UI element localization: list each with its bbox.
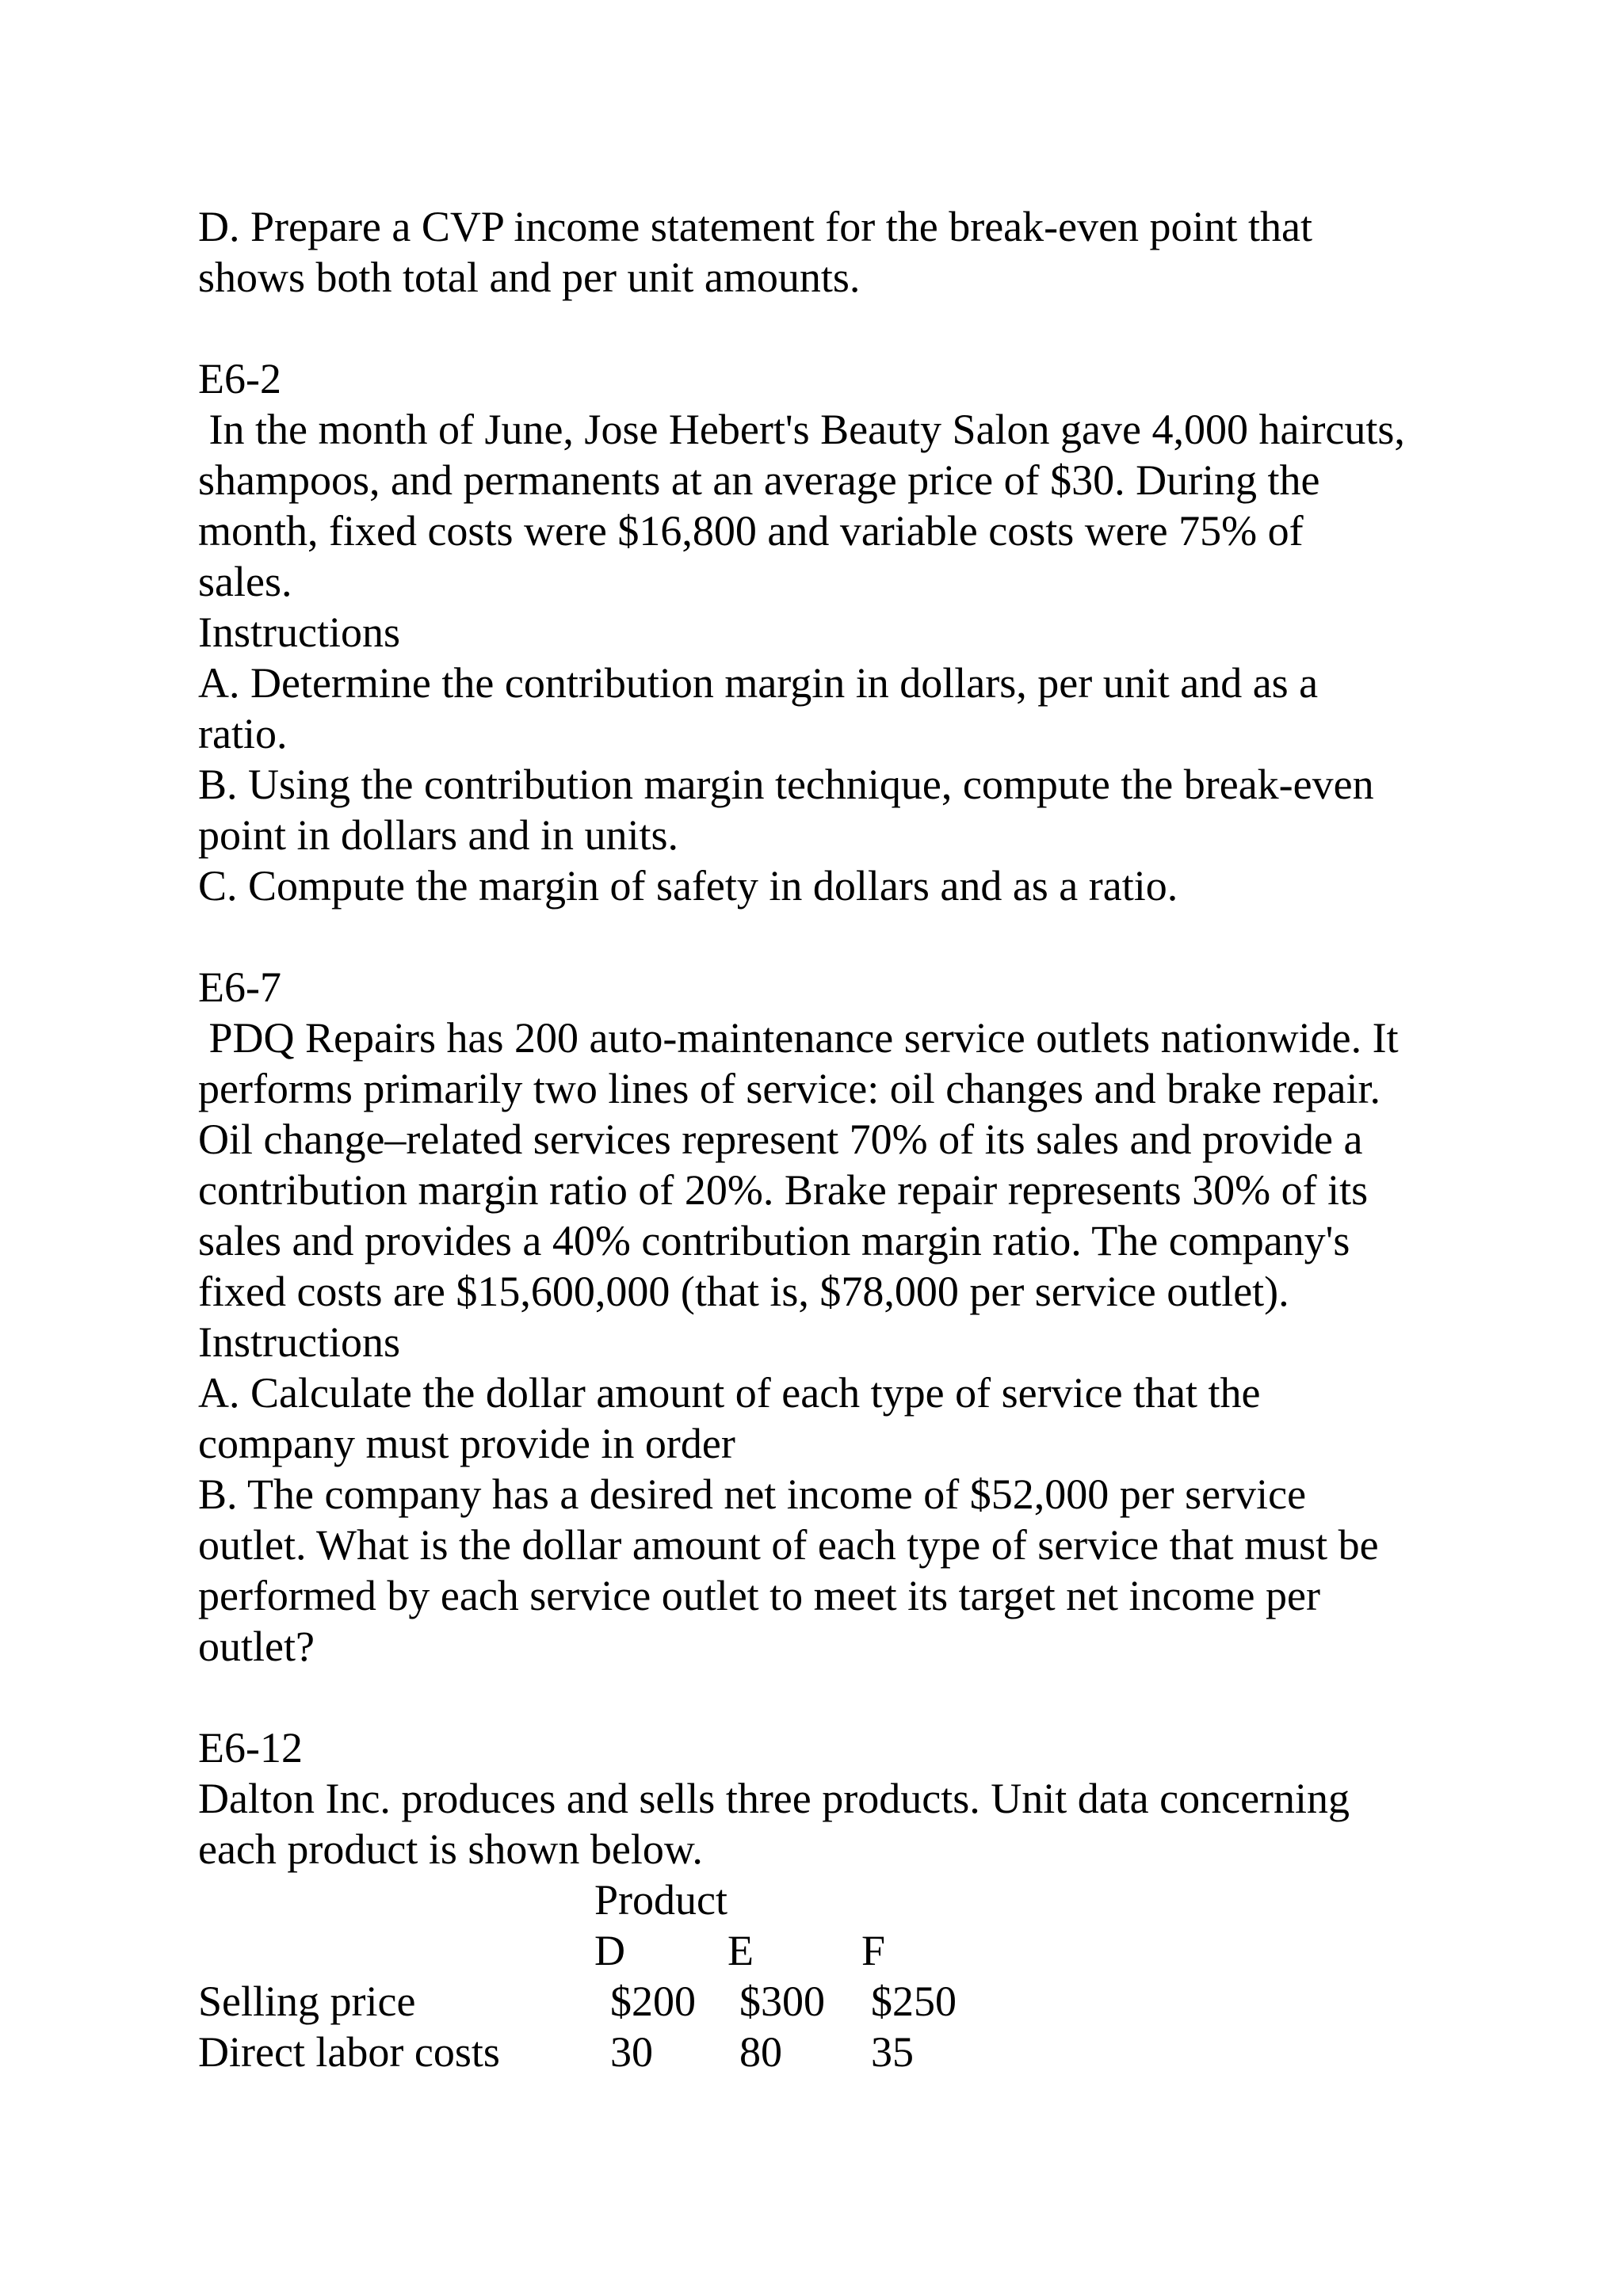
e6-2-line-10: C. Compute the margin of safety in dollars and as a ratio. — [198, 862, 1178, 910]
selling-price-e: $300 — [739, 1978, 825, 2025]
e6-2-line-6: A. Determine the contribution margin in dollars, per unit and as a — [198, 659, 1319, 707]
e6-7-line-13: outlet? — [198, 1623, 315, 1670]
e6-2-instructions: Instructions — [198, 608, 400, 656]
e6-2-line-3: month, fixed costs were $16,800 and variable costs were 75% of — [198, 507, 1304, 555]
product-column-header-d: D — [594, 1927, 625, 1974]
e6-7-line-5: sales and provides a 40% contribution margin ratio. The company's — [198, 1217, 1350, 1264]
e6-2-line-9: point in dollars and in units. — [198, 811, 678, 859]
e6-7-line-10: B. The company has a desired net income of $52,000 per service — [198, 1470, 1307, 1518]
table-row-label-selling-price: Selling price — [198, 1978, 416, 2025]
e6-7-line-3: Oil change–related services represent 70% of its sales and provide a — [198, 1116, 1363, 1163]
product-column-header-e: E — [727, 1927, 754, 1974]
e6-12-heading: E6-12 — [198, 1724, 303, 1772]
e6-2-heading: E6-2 — [198, 355, 281, 402]
e6-2-line-8: B. Using the contribution margin technique, compute the break-even — [198, 761, 1374, 808]
e6-7-line-4: contribution margin ratio of 20%. Brake repair represents 30% of its — [198, 1166, 1369, 1214]
e6-12-line-1: Dalton Inc. produces and sells three products. Unit data concerning — [198, 1775, 1350, 1822]
selling-price-f: $250 — [871, 1978, 957, 2025]
part-d-line-2: shows both total and per unit amounts. — [198, 254, 861, 301]
e6-2-line-1: In the month of June, Jose Hebert's Beauty Salon gave 4,000 haircuts, — [198, 406, 1405, 453]
product-column-header-f: F — [861, 1927, 886, 1974]
table-row-label-direct-labor-costs: Direct labor costs — [198, 2028, 500, 2076]
e6-2-line-2: shampoos, and permanents at an average price of $30. During the — [198, 456, 1320, 504]
e6-7-line-2: performs primarily two lines of service: oil changes and brake repair. — [198, 1065, 1381, 1112]
e6-7-instructions: Instructions — [198, 1318, 400, 1366]
e6-7-line-12: performed by each service outlet to meet its target net income per — [198, 1572, 1320, 1619]
direct-labor-e: 80 — [739, 2028, 782, 2076]
e6-7-line-11: outlet. What is the dollar amount of each type of service that must be — [198, 1521, 1379, 1569]
e6-7-line-6: fixed costs are $15,600,000 (that is, $78,000 per service outlet). — [198, 1268, 1289, 1315]
part-d-line-1: D. Prepare a CVP income statement for the break-even point that — [198, 203, 1313, 250]
product-table-group-header: Product — [594, 1876, 727, 1924]
direct-labor-d: 30 — [610, 2028, 653, 2076]
e6-2-line-7: ratio. — [198, 710, 288, 757]
e6-7-line-9: company must provide in order — [198, 1420, 735, 1467]
e6-12-line-2: each product is shown below. — [198, 1825, 703, 1873]
direct-labor-f: 35 — [871, 2028, 914, 2076]
e6-7-line-1: PDQ Repairs has 200 auto-maintenance service outlets nationwide. It — [198, 1014, 1399, 1062]
selling-price-d: $200 — [610, 1978, 696, 2025]
e6-2-line-4: sales. — [198, 558, 292, 605]
e6-7-heading: E6-7 — [198, 963, 281, 1011]
e6-7-line-8: A. Calculate the dollar amount of each type of service that the — [198, 1369, 1261, 1417]
